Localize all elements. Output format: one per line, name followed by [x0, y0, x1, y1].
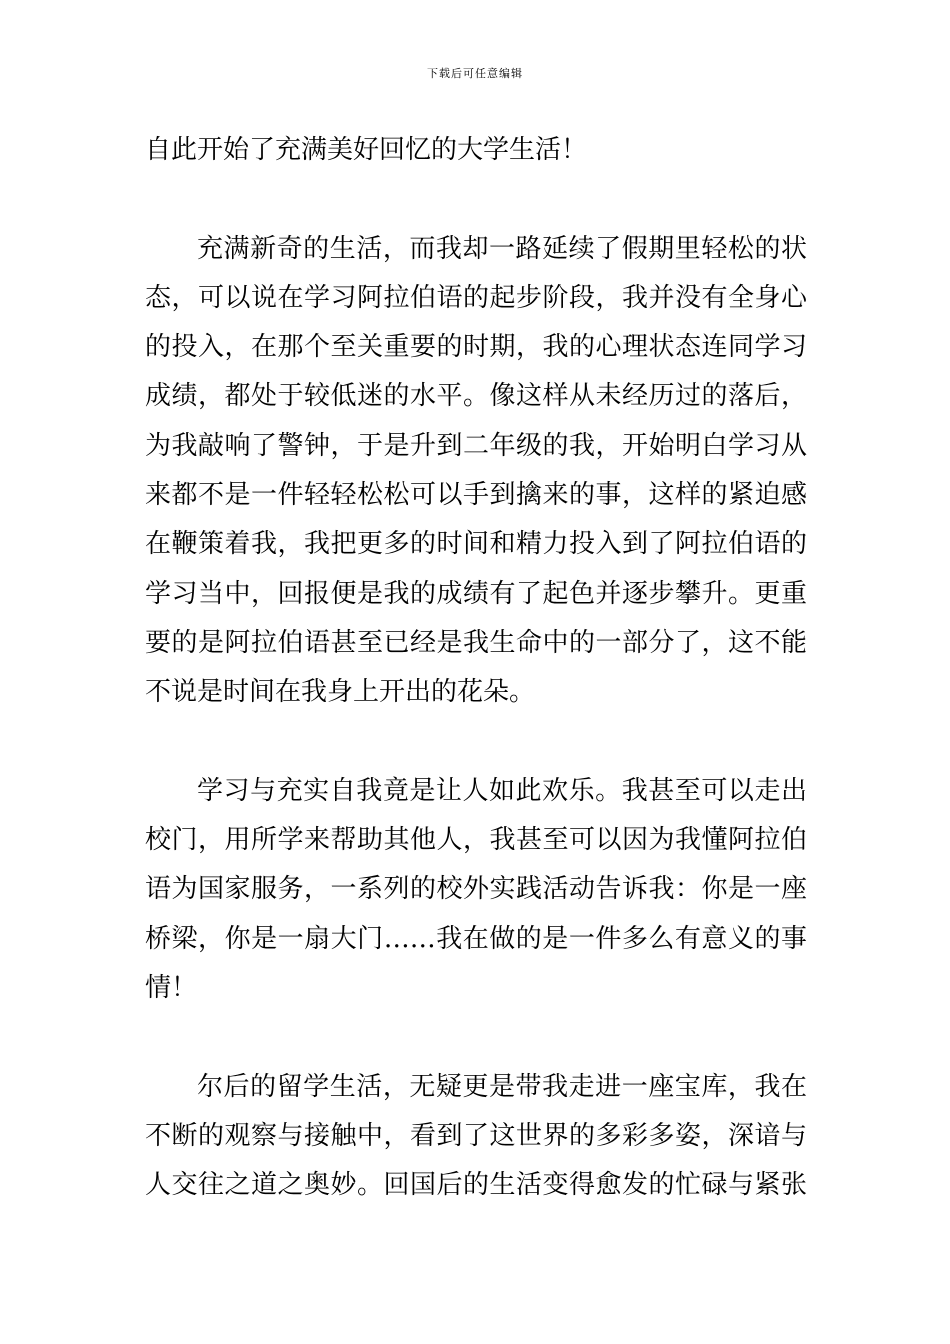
text-line: 语为国家服务，一系列的校外实践活动告诉我：你是一座 [145, 874, 807, 905]
text-line: 的投入，在那个至关重要的时期，我的心理状态连同学习 [145, 332, 807, 363]
paragraph-gap [145, 718, 807, 767]
text-line: 校门，用所学来帮助其他人，我甚至可以因为我懂阿拉伯 [145, 825, 807, 856]
text-line: 在鞭策着我，我把更多的时间和精力投入到了阿拉伯语的 [145, 529, 807, 560]
text-line: 自此开始了充满美好回忆的大学生活！ [145, 135, 588, 165]
text-line: 情！ [145, 973, 198, 1004]
text-line: 态，可以说在学习阿拉伯语的起步阶段，我并没有全身心 [145, 282, 807, 313]
text-line: 学习与充实自我竟是让人如此欢乐。我甚至可以走出 [197, 775, 807, 806]
text-line: 要的是阿拉伯语甚至已经是我生命中的一部分了，这不能 [145, 627, 807, 658]
paragraph-gap [145, 1013, 807, 1062]
text-line: 不断的观察与接触中，看到了这世界的多彩多姿，深谙与 [145, 1120, 807, 1151]
text-line: 尔后的留学生活，无疑更是带我走进一座宝库，我在 [197, 1071, 807, 1102]
text-line: 桥梁，你是一扇大门……我在做的是一件多么有意义的事 [145, 923, 807, 954]
text-line: 人交往之道之奥妙。回国后的生活变得愈发的忙碌与紧张 [145, 1170, 807, 1201]
text-line: 不说是时间在我身上开出的花朵。 [145, 677, 536, 708]
text-line: 来都不是一件轻轻松松可以手到擒来的事，这样的紧迫感 [145, 480, 807, 511]
document-body [145, 126, 807, 1211]
paragraph-gap [145, 175, 807, 224]
text-line: 学习当中，回报便是我的成绩有了起色并逐步攀升。更重 [145, 578, 807, 609]
page-header: 下载后可任意编辑 [427, 67, 523, 80]
text-line: 充满新奇的生活，而我却一路延续了假期里轻松的状 [197, 233, 807, 264]
text-line: 为我敲响了警钟，于是升到二年级的我，开始明白学习从 [145, 430, 807, 461]
text-line: 成绩，都处于较低迷的水平。像这样从未经历过的落后， [145, 381, 807, 412]
